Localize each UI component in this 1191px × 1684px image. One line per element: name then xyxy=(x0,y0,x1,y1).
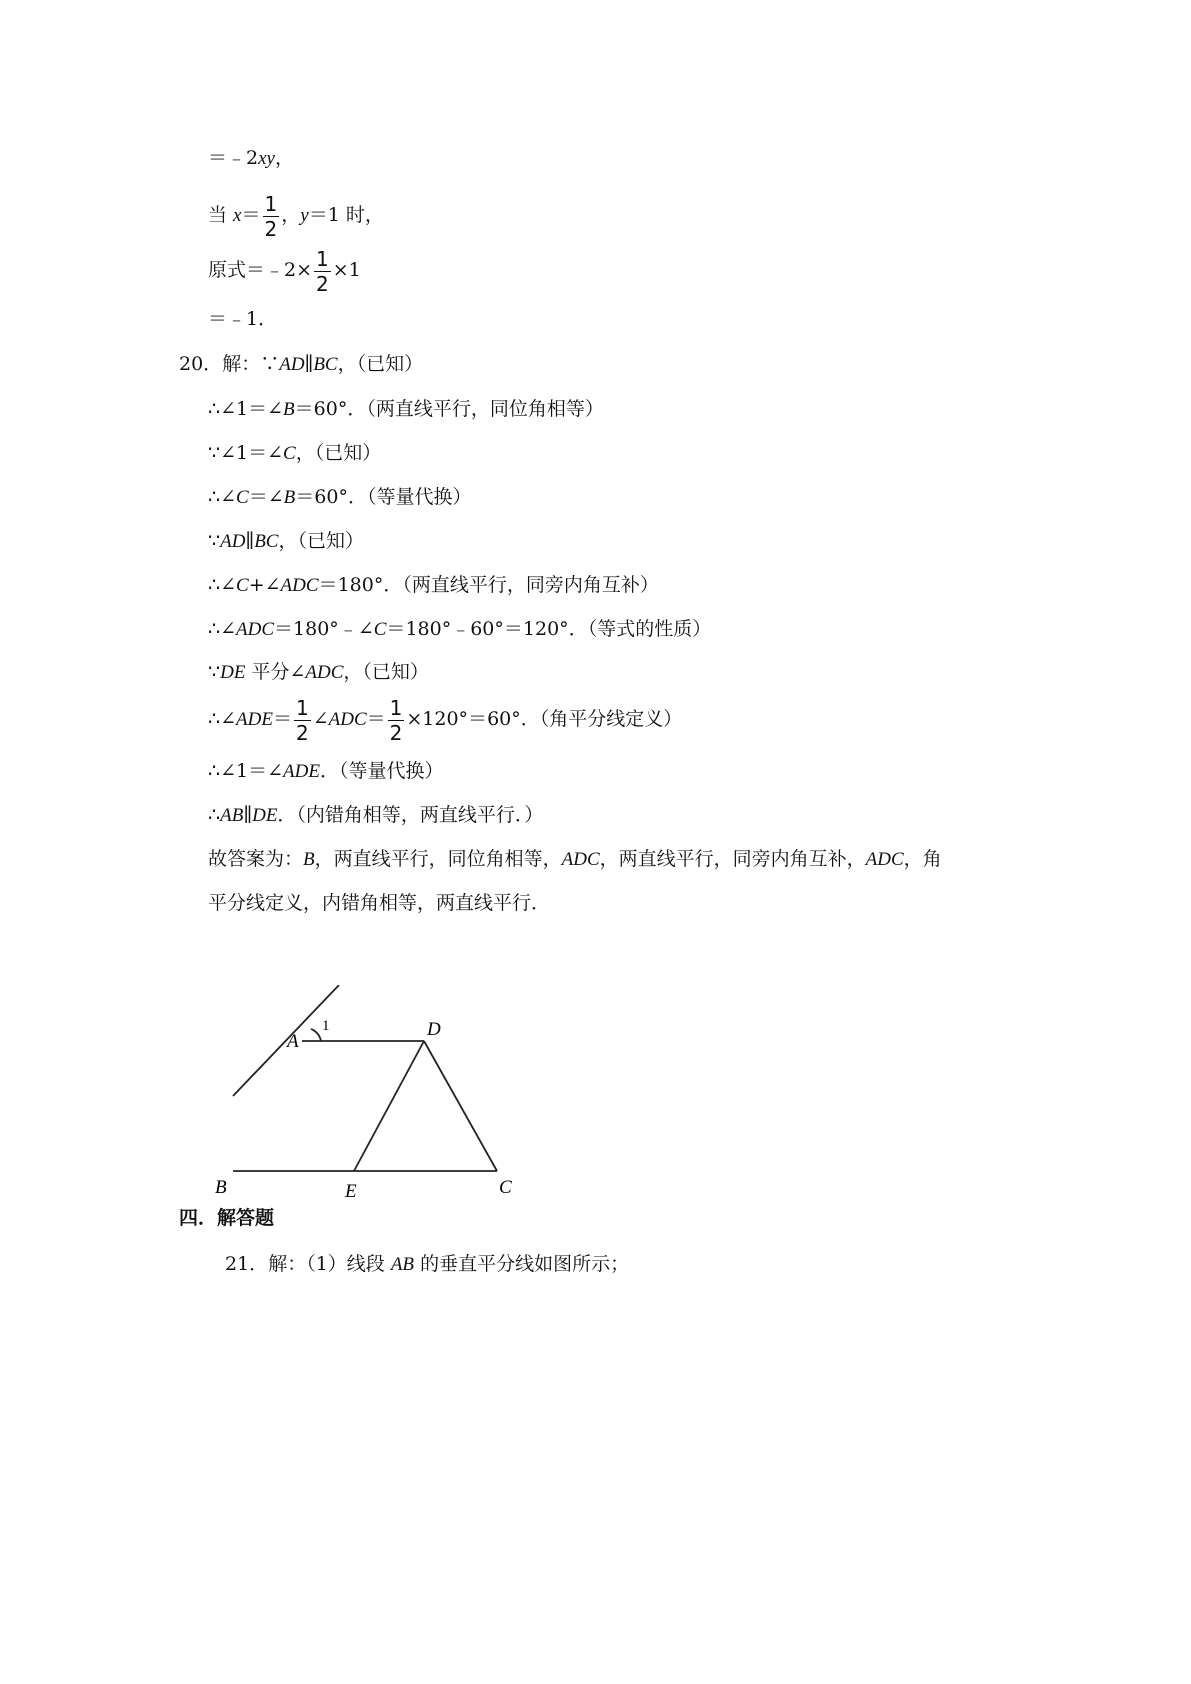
label-C: C xyxy=(499,1177,512,1198)
step-angle1-eq-B: ∴∠1＝∠B＝60°．（两直线平行，同位角相等） xyxy=(208,398,604,420)
fraction-half: $\frac{1}{2}$ xyxy=(389,695,403,745)
step-angle1-eq-C: ∵∠1＝∠C，（已知） xyxy=(208,442,382,464)
step-ADE-60: ∴∠ADE＝ $\frac{1}{2}$ ∠ADC＝ $\frac{1}{2}$ ×120°＝60°．（角平分线定义） xyxy=(208,695,683,745)
segment-D-E xyxy=(354,1041,424,1171)
section-heading-answer-questions: 四．解答题 xyxy=(179,1207,275,1229)
line-final-result: ＝﹣1． xyxy=(208,308,278,330)
answer-line-2: 平分线定义，内错角相等，两直线平行． xyxy=(208,892,551,914)
q20-start: 20．解：∵AD∥BC，（已知） xyxy=(179,353,424,375)
step-angle1-eq-ADE: ∴∠1＝∠ADE．（等量代换） xyxy=(208,760,444,782)
fraction-half: $\frac{1}{2}$ xyxy=(316,246,329,296)
geometry-figure xyxy=(205,985,525,1200)
step-C-eq-B: ∴∠C＝∠B＝60°．（等量代换） xyxy=(208,486,472,508)
label-A: A xyxy=(287,1031,299,1052)
line-result-neg2xy: ＝﹣2xy， xyxy=(208,147,294,169)
step-DE-bisects: ∵DE 平分∠ADC，（已知） xyxy=(208,661,429,683)
label-B: B xyxy=(215,1177,227,1198)
label-D: D xyxy=(427,1019,441,1040)
step-AD-parallel-BC: ∵AD∥BC，（已知） xyxy=(208,530,364,552)
line-substitution: 当 x＝ $\frac{1}{2}$ ，y＝1 时， xyxy=(208,191,384,241)
line-original-expression: 原式＝﹣2× $\frac{1}{2}$ ×1 xyxy=(208,246,361,296)
label-E: E xyxy=(345,1181,357,1200)
step-C-plus-ADC: ∴∠C+∠ADC＝180°．（两直线平行，同旁内角互补） xyxy=(208,574,659,596)
q21-start: 21．解：（1）线段 AB 的垂直平分线如图所示； xyxy=(225,1253,630,1275)
angle-1-arc xyxy=(311,1029,321,1041)
step-ADC-120: ∴∠ADC＝180°﹣∠C＝180°﹣60°＝120°．（等式的性质） xyxy=(208,618,712,640)
step-AB-parallel-DE: ∴AB∥DE．（内错角相等，两直线平行．） xyxy=(208,804,544,826)
segment-D-C xyxy=(424,1041,497,1171)
label-angle-1: 1 xyxy=(322,1018,330,1034)
fraction-half: $\frac{1}{2}$ xyxy=(295,695,309,745)
answer-line-1: 故答案为：B，两直线平行，同位角相等，ADC，两直线平行，同旁内角互补，ADC，角 xyxy=(208,848,942,870)
fraction-half: $\frac{1}{2}$ xyxy=(264,191,278,241)
